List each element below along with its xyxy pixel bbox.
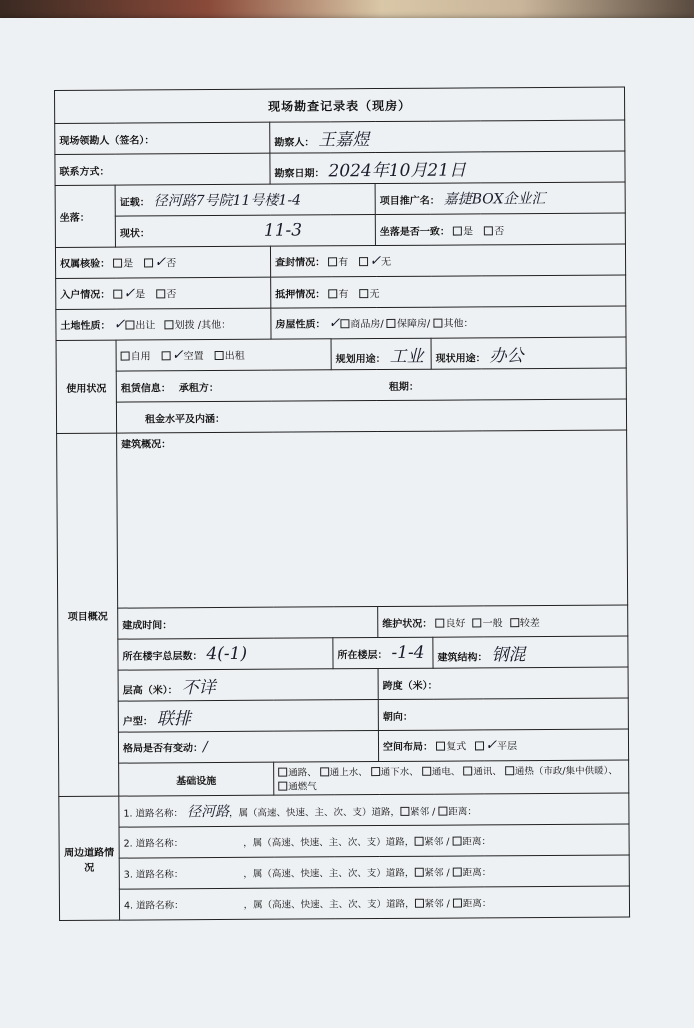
road-num-3: 3. xyxy=(123,869,133,881)
infra-label: 基础设施 xyxy=(119,762,274,796)
house-other-checkbox[interactable] xyxy=(433,319,442,328)
height-label: 层高（米）： xyxy=(122,684,178,697)
usage-vacant-checkbox[interactable] xyxy=(162,351,171,360)
usage-mark-icon: ✓ xyxy=(171,347,184,364)
title-check-no-checkbox[interactable] xyxy=(144,258,153,267)
cert-label: 证载： xyxy=(119,197,150,209)
structure-label: 建筑结构： xyxy=(437,651,488,664)
road-adjacent-1: 紧邻 / xyxy=(410,806,436,818)
house-other-label: 其他： xyxy=(443,318,474,330)
consistent-yes-label: 是 xyxy=(463,225,474,238)
seal-mark-icon: ✓ xyxy=(369,253,382,270)
land-other-label: /其他： xyxy=(197,319,232,332)
infra-drain-checkbox[interactable] xyxy=(371,767,380,776)
road-type-3: ，属（高速、快速、主、次、支）道路， xyxy=(243,867,415,880)
maintain-label: 维护状况： xyxy=(382,618,433,630)
project-value: 嘉捷BOX企业汇 xyxy=(443,191,546,208)
road-distance-1: 距离： xyxy=(448,806,477,818)
infra-telecom-label: 通讯、 xyxy=(473,766,502,778)
road-adjacent-4: 紧邻 / xyxy=(424,898,450,910)
lessee-label: 承租方： xyxy=(178,382,219,394)
change-label: 格局是否有变动： xyxy=(122,743,204,755)
consistent-no-label: 否 xyxy=(494,225,505,237)
land-allocate-label: 划拨 xyxy=(174,320,195,332)
date-label: 勘察日期： xyxy=(274,167,325,180)
title-check-no-label: 否 xyxy=(166,258,177,270)
entry-yes-label: 是 xyxy=(135,289,146,301)
form-table xyxy=(54,87,630,921)
entry-no-checkbox[interactable] xyxy=(156,289,165,298)
road-type-4: ，属（高速、快速、主、次、支）道路， xyxy=(243,898,415,911)
space-duplex-checkbox[interactable] xyxy=(436,742,445,751)
usage-rent-checkbox[interactable] xyxy=(215,351,224,360)
project-label: 项目推广名： xyxy=(379,195,440,208)
actual-use-value: 办公 xyxy=(489,345,524,366)
road-distance-2: 距离： xyxy=(462,836,492,848)
entry-no-label: 否 xyxy=(166,289,177,301)
house-affordable-label: 保障房/ xyxy=(396,318,431,330)
floor-value: -1-4 xyxy=(391,642,425,663)
entry-mark-icon: ✓ xyxy=(123,285,136,302)
road-name-label-2: 道路名称： xyxy=(135,838,184,850)
seal-no-label: 无 xyxy=(381,256,392,269)
infra-road-label: 通路、 xyxy=(288,767,317,779)
house-mark-icon: ✓ xyxy=(328,315,341,332)
title-check-label: 权属核验： xyxy=(60,258,111,270)
infra-gas-checkbox[interactable] xyxy=(278,782,287,791)
survey-form xyxy=(54,86,635,912)
road-type-2: ，属（高速、快速、主、次、支）道路， xyxy=(243,836,415,849)
road-adjacent-checkbox-1[interactable] xyxy=(400,807,409,816)
contact-label: 联系方式： xyxy=(55,153,270,185)
road-type-1: ，属（高速、快速、主、次、支）道路， xyxy=(229,806,401,819)
total-floors-value: 4(-1) xyxy=(206,643,248,665)
building-overview-label: 建筑概况： xyxy=(121,439,172,451)
maintain-normal-checkbox[interactable] xyxy=(473,618,482,627)
surveyor-signature: 王嘉煜 xyxy=(318,129,370,150)
infra-power-checkbox[interactable] xyxy=(422,767,431,776)
infra-water-label: 通上水、 xyxy=(329,767,368,779)
form-title: 现场勘查记录表（现房） xyxy=(55,87,625,123)
usage-rent-label: 出租 xyxy=(224,350,245,362)
road-distance-3: 距离： xyxy=(462,867,492,879)
road-name-label-3: 道路名称： xyxy=(135,869,184,881)
space-duplex-label: 复式 xyxy=(446,741,467,753)
height-value: 不详 xyxy=(181,677,216,698)
infra-water-checkbox[interactable] xyxy=(320,767,329,776)
built-time-label: 建成时间： xyxy=(122,619,173,632)
seal-yes-checkbox[interactable] xyxy=(328,257,337,266)
land-allocate-checkbox[interactable] xyxy=(165,320,174,329)
infra-gas-label: 通燃气 xyxy=(288,781,317,793)
span-label: 跨度（米）： xyxy=(382,680,438,692)
orient-label: 朝向： xyxy=(382,711,413,723)
usage-self-label: 自用 xyxy=(130,351,151,363)
road-row-3 xyxy=(119,855,629,889)
maintain-poor-label: 较差 xyxy=(519,617,540,629)
space-flat-checkbox[interactable] xyxy=(475,741,484,750)
road-distance-checkbox-4[interactable] xyxy=(453,899,462,908)
mortgage-no-label: 无 xyxy=(369,288,380,300)
road-row-1 xyxy=(119,793,629,827)
house-commercial-checkbox[interactable] xyxy=(340,319,349,328)
usage-vacant-label: 空置 xyxy=(183,351,204,363)
roads-label: 周边道路情况 xyxy=(59,796,120,920)
road-name-label-4: 道路名称： xyxy=(136,900,184,912)
road-value-1: 径河路 xyxy=(186,803,230,821)
house-commercial-label: 商品房/ xyxy=(350,318,384,331)
paper-sheet xyxy=(0,18,694,1028)
change-mark-icon: / xyxy=(202,739,208,756)
space-flat-label: 平层 xyxy=(497,741,518,753)
road-distance-checkbox-1[interactable] xyxy=(438,807,447,816)
road-adjacent-checkbox-3[interactable] xyxy=(414,868,423,877)
mortgage-label: 抵押情况： xyxy=(275,288,326,301)
date-value: 2024年10月21日 xyxy=(328,159,467,181)
total-floors-label: 所在楼宇总层数： xyxy=(122,651,203,663)
maintain-good-label: 良好 xyxy=(445,617,466,630)
plan-use-label: 规划用途： xyxy=(335,353,386,365)
house-label: 房屋性质： xyxy=(275,319,326,331)
actual-use-label: 现状用途： xyxy=(435,352,486,365)
road-num-4: 4. xyxy=(123,900,134,912)
road-distance-checkbox-3[interactable] xyxy=(453,868,462,877)
mortgage-yes-checkbox[interactable] xyxy=(328,289,337,298)
usage-self-checkbox[interactable] xyxy=(121,352,130,361)
space-label: 空间布局： xyxy=(382,741,434,754)
type-value: 联排 xyxy=(156,708,191,729)
road-adjacent-checkbox-4[interactable] xyxy=(415,899,424,908)
mortgage-no-checkbox[interactable] xyxy=(360,289,369,298)
land-mark-icon: ✓ xyxy=(113,316,126,333)
seal-yes-label: 有 xyxy=(338,257,349,269)
current-label: 现状： xyxy=(119,228,150,240)
lead-label: 现场领勘人（签名）： xyxy=(55,122,270,154)
rent-label: 租金水平及内涵： xyxy=(144,413,226,425)
road-name-label-1: 道路名称： xyxy=(135,808,184,820)
maintain-poor-checkbox[interactable] xyxy=(510,618,519,627)
road-num-1: 1. xyxy=(123,808,133,820)
current-value: 11-3 xyxy=(263,220,303,241)
land-transfer-checkbox[interactable] xyxy=(125,321,134,330)
seal-no-checkbox[interactable] xyxy=(359,257,368,266)
land-transfer-label: 出让 xyxy=(135,320,156,332)
infra-power-label: 通电、 xyxy=(431,766,461,778)
land-label: 土地性质： xyxy=(60,320,111,332)
lease-label: 租赁信息： xyxy=(120,382,171,395)
infra-road-checkbox[interactable] xyxy=(278,768,287,777)
road-adjacent-2: 紧邻 / xyxy=(424,836,450,848)
maintain-good-checkbox[interactable] xyxy=(435,618,444,627)
plan-use-value: 工业 xyxy=(389,346,424,367)
space-mark-icon: ✓ xyxy=(485,737,498,754)
road-num-2: 2. xyxy=(123,838,133,850)
house-affordable-checkbox[interactable] xyxy=(387,319,396,328)
road-adjacent-checkbox-2[interactable] xyxy=(414,837,423,846)
infra-heat-label: 通热（市政/集中供暖）、 xyxy=(514,765,618,778)
road-distance-checkbox-2[interactable] xyxy=(452,837,461,846)
road-distance-4: 距离： xyxy=(462,898,492,910)
consistent-no-checkbox[interactable] xyxy=(484,226,493,235)
mortgage-yes-label: 有 xyxy=(338,288,349,300)
floor-label: 所在楼层： xyxy=(337,649,388,662)
entry-yes-checkbox[interactable] xyxy=(113,290,122,299)
maintain-normal-label: 一般 xyxy=(482,617,503,629)
infra-drain-label: 通下水、 xyxy=(380,766,419,779)
structure-value: 钢混 xyxy=(491,644,526,665)
road-adjacent-3: 紧邻 / xyxy=(424,867,450,879)
location-label: 坐落： xyxy=(55,185,115,247)
cert-value: 径河路7号院11号楼1-4 xyxy=(153,192,302,210)
title-check-yes-label: 是 xyxy=(123,258,134,270)
seal-label: 查封情况： xyxy=(275,257,326,269)
type-label: 户型： xyxy=(122,715,153,728)
surveyor-label: 勘察人： xyxy=(274,136,315,149)
infra-telecom-checkbox[interactable] xyxy=(463,766,472,775)
road-row-2 xyxy=(119,824,629,858)
title-check-yes-checkbox[interactable] xyxy=(113,259,122,268)
entry-label: 入户情况： xyxy=(60,289,111,301)
road-row-4 xyxy=(119,886,629,920)
usage-label: 使用状况 xyxy=(56,340,117,433)
consistent-label: 坐落是否一致： xyxy=(379,226,450,238)
consistent-yes-checkbox[interactable] xyxy=(453,226,462,235)
infra-heat-checkbox[interactable] xyxy=(505,766,514,775)
title-check-mark-icon: ✓ xyxy=(154,254,167,271)
project-overview-label: 项目概况 xyxy=(57,433,119,796)
term-label: 租期： xyxy=(388,381,419,393)
